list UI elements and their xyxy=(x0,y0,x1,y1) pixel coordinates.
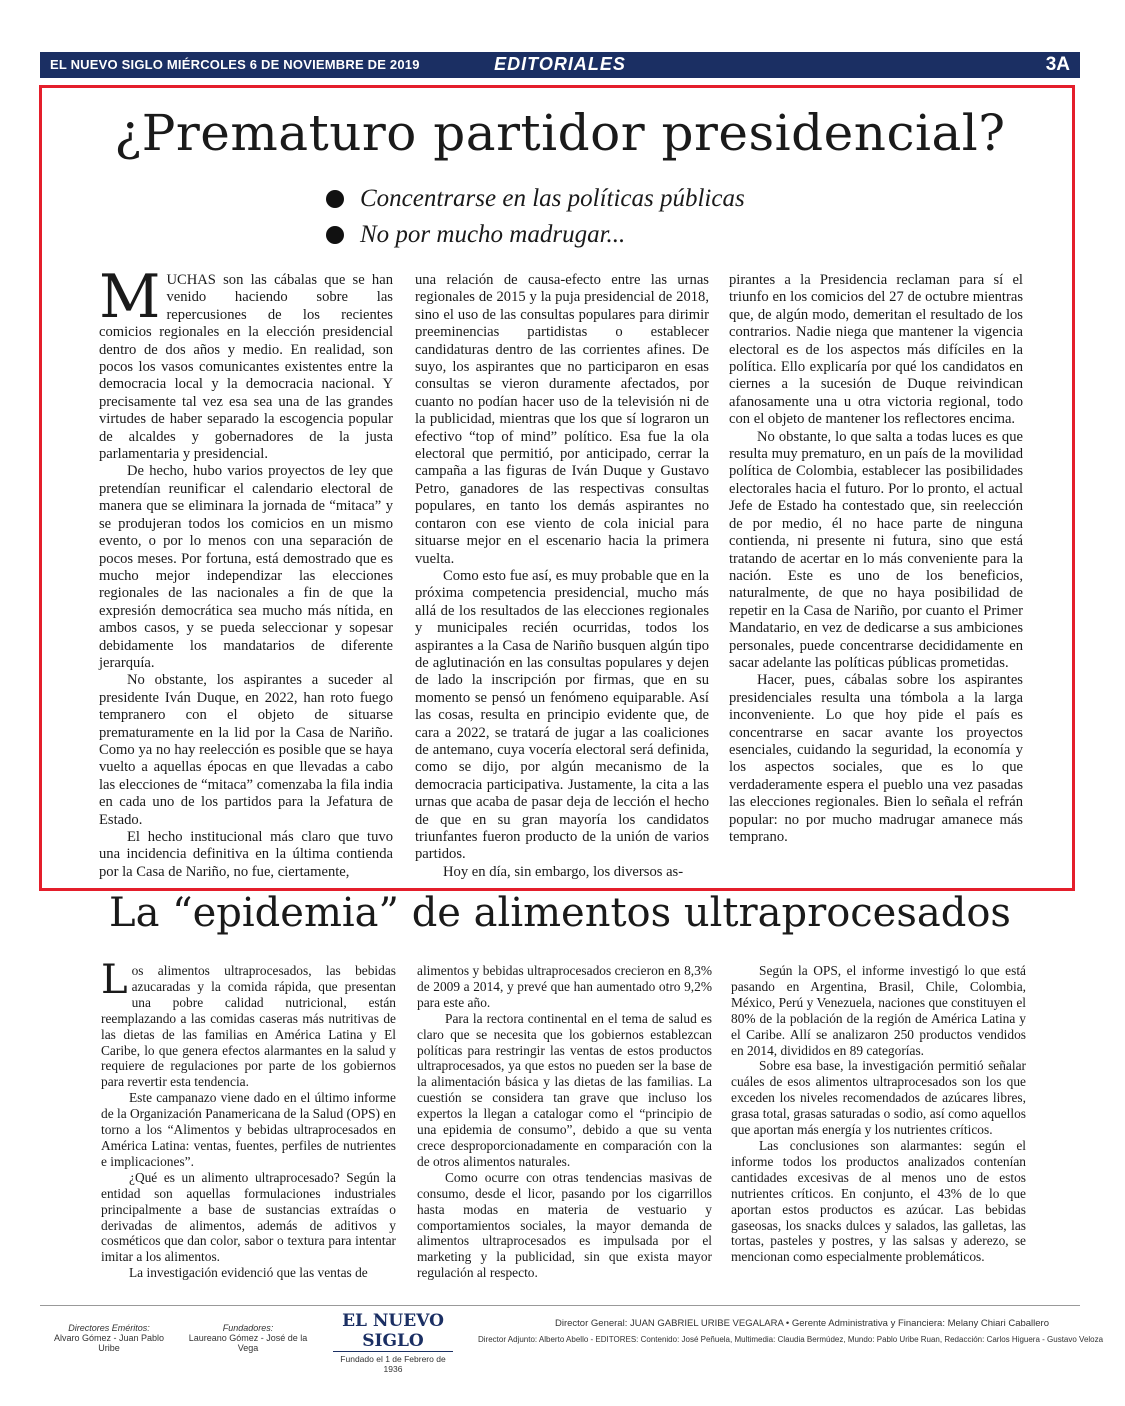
paragraph: Como ocurre con otras tendencias masivas de consumo, desde el licor, pasando por los cigarrillos hasta modas en materia de vestuario y comportamientos sociales, la mayor demanda de alimentos ultraprocesados es impulsada por el marketing y la publicidad, sin que exista mayor regulación al respecto. xyxy=(417,1169,712,1281)
section-title: EDITORIALES xyxy=(494,54,626,74)
page-number: 3A xyxy=(1045,54,1070,75)
paragraph: una relación de causa-efecto entre las urnas regionales de 2015 y la puja presidencial de 2018, sino el uso de las consultas populares para dirimir preeminencias partidistas o establecer candidaturas dentro de las corrientes afines. De suyo, los aspirantes que no participaron en esas consultas se vieron duramente afectados, por cuanto no podían hacer uso de la televisión ni de la publicidad, mientras que los que sí lograron un efectivo “top of mind” político. Esa fue la ola electoral que permitió, por anticipado, cerrar la campaña a las figuras de Iván Duque y Gustavo Petro, ganadores de las respectivas consultas populares, en tanto los demás aspirantes no contaron con ese viento de cola inicial para situarse mejor en el escenario hacia la primera vuelta. xyxy=(415,272,709,567)
paragraph: Sobre esa base, la investigación permitió señalar cuáles de esos alimentos ultraprocesados son los que exceden los niveles recomendados de azúcares libres, grasa total, grasas saturadas o sodio, así como aquellos que aportan más energía y los nutrientes críticos. xyxy=(731,1058,1026,1138)
masthead xyxy=(40,52,1080,78)
article-column-2 xyxy=(417,963,712,1281)
paragraph: No obstante, lo que salta a todas luces es que resulta muy prematuro, en un país de la movilidad política de Colombia, establecer las posibilidades electorales hacia el futuro. Por lo pronto, el actual Jefe de Estado ha contestado que, sin reelección de por medio, él no hace parte de ninguna contienda, ni presente ni futura, sino que está tratando de acertar en lo más conveniente para la nación. Este es uno de los beneficios, naturalmente, de que no haya posibilidad de repetir en la Casa de Nariño, por cuanto el Primer Mandatario, en vez de dedicarse a sus ambiciones personales, puede concentrarse decididamente en sacar adelante las políticas públicas prometidas. xyxy=(729,428,1023,671)
subhead-2: No por mucho madrugar... xyxy=(326,217,745,253)
paragraph: alimentos y bebidas ultraprocesados crecieron en 8,3% de 2009 a 2014, y prevé que han aumentado otro 9,2% para este año. xyxy=(417,963,712,1010)
paragraph: El hecho institucional más claro que tuvo una incidencia definitiva en la última contienda por la Casa de Nariño, no fue, ciertamente, xyxy=(99,829,393,880)
article-column-3 xyxy=(731,963,1026,1265)
editorial-title: ¿Prematuro partidor presidencial? xyxy=(114,104,1006,162)
paragraph: De hecho, hubo varios proyectos de ley que pretendían reunificar el calendario electoral de manera que se eliminara la jornada de “mitaca” y se produjeran todos los comicios en un mismo evento, o por lo menos con una separación de pocos meses. Por fortuna, está demostrado que es mucho mejor independizar las elecciones regionales de las nacionales a fin de que la expresión democrática sea mucho más nítida, en ambos casos, y se pueda seleccionar y sopesar debidamente los mandatarios de diferente jerarquía. xyxy=(99,463,393,671)
editorial-column-3 xyxy=(729,272,1023,846)
footer-emeritus: Directores Eméritos: Alvaro Gómez - Juan Pablo Uribe xyxy=(53,1323,165,1353)
drop-cap: L xyxy=(101,957,128,1003)
paragraph: Para la rectora continental en el tema de salud es claro que se necesita que los gobiernos establezcan políticas para restringir las ventas de estos productos ultraprocesados, ya que estos no pueden ser la base de la alimentación básica y las dietas de las familias. La cuestión se considera tan grave que incluso los expertos la llegan a catalogar como el “principio de una epidemia de consumo”, debido a que su venta crece desproporcionadamente en comparación con la de otros alimentos naturales. xyxy=(417,1010,712,1169)
paragraph: Hoy en día, sin embargo, los diversos as- xyxy=(443,863,684,880)
paragraph: UCHAS son las cábalas que se han venido haciendo sobre las repercusiones de los recientes comicios regionales en la elección presidencial dentro de dos años y medio. En realidad, son pocos los vasos comunicantes existentes entre la democracia local y la democracia nacional. Y precisamente tal vez esa sea una de las grandes virtudes de haber separado la escogencia popular de alcaldes y gobernadores de la justa parlamentaria y presidencial. xyxy=(99,272,393,463)
paragraph: La investigación evidenció que las ventas de xyxy=(129,1265,368,1281)
paragraph: Según la OPS, el informe investigó lo que está pasando en Argentina, Brasil, Chile, Colombia, México, Perú y Venezuela, naciones que constituyen el 80% de la población de la región de América Latina y el Caribe. Allí se analizaron 250 productos vendidos en 2014, divididos en 89 categorías. xyxy=(731,963,1026,1058)
editorial-column-1 xyxy=(99,262,393,881)
footer-divider xyxy=(40,1305,1080,1306)
editorial-column-2 xyxy=(415,272,709,881)
paragraph: No obstante, los aspirantes a suceder al presidente Iván Duque, en 2022, han roto fuego tempranero con el objeto de situarse prematuramente en la lid por la Casa de Nariño. Como ya no hay reelección es posible que se haya vuelto a aquellas épocas en que llevadas a cabo las elecciones de “mitaca” comenzaba la fila india en cada uno de los partidos para la Jefatura de Estado. xyxy=(99,672,393,828)
founded-date: Fundado el 1 de Febrero de 1936 xyxy=(340,1354,446,1374)
subhead-1: Concentrarse en las políticas públicas xyxy=(326,181,745,217)
newspaper-logo: EL NUEVO SIGLO xyxy=(333,1311,453,1352)
article-title: La “epidemia” de alimentos ultraprocesados xyxy=(109,890,1011,936)
footer-founders: Fundadores: Laureano Gómez - José de la Vega xyxy=(188,1323,308,1353)
bullet-icon xyxy=(326,190,344,208)
article-column-1 xyxy=(101,957,396,1281)
masthead-date: EL NUEVO SIGLO MIÉRCOLES 6 DE NOVIEMBRE DE 2019 xyxy=(50,57,420,72)
paragraph: Como esto fue así, es muy probable que en la próxima competencia presidencial, mucho más allá de los resultados de las elecciones regionales y municipales recién ocurridas, todos los aspirantes a la Casa de Nariño busquen algún tipo de aglutinación en las consultas populares y dejen de lado la inscripción por firmas, que en su momento se pensó un fenómeno equiparable. Así las cosas, resulta en principio evidente que, de cara a 2022, se tratará de jugar a las coaliciones de antemano, cuya vocería electoral será definida, como se dijo, por algún mecanismo de la democracia participativa. Justamente, la cita a las urnas que acaba de pasar deja de lección el hecho de que en su gran mayoría los candidatos triunfantes fueron producto de la unión de varios partidos. xyxy=(415,567,709,863)
paragraph: os alimentos ultraprocesados, las bebidas azucaradas y la comida rápida, que presentan una pobre calidad nutricional, están reemplazando a las comidas caseras más nutritivas de las dietas de las familias en América Latina y El Caribe, lo que genera efectos alarmantes en la salud y requiere de regulaciones por parte de los gobiernos para revertir esta tendencia. xyxy=(101,963,396,1090)
paragraph: Hacer, pues, cábalas sobre los aspirantes presidenciales resulta una tómbola a la larga inconveniente. Lo que hoy pide el país es concentrarse en sacar avante los proyectos esenciales, cuidando la seguridad, la economía y los aspectos sociales, que es lo que verdaderamente espera el pueblo una vez pasadas las elecciones regionales. Bien lo señala el refrán popular: no por mucho madrugar amanece más temprano. xyxy=(729,672,1023,845)
bullet-icon xyxy=(326,226,344,244)
editorial-subheads xyxy=(326,181,745,253)
paragraph: Las conclusiones son alarmantes: según el informe todos los productos analizados contenían cantidades excesivas de al menos uno de estos nutrientes críticos. En conjunto, el 43% de lo que aportan estos productos es azúcar. Las bebidas gaseosas, los snacks dulces y salados, las galletas, las tortas, pasteles y postres, y las salsas y aderezo, se mencionan como especialmente problemáticos. xyxy=(731,1137,1026,1265)
staff-line-2: Director Adjunto: Alberto Abello - EDITORES: Contenido: José Peñuela, Multimedia: Claudia Bermúdez, Mundo: Pablo Uribe Ruan, Redacción: Carlos Higuera - Gustavo Veloza xyxy=(478,1335,1104,1344)
staff-line-1: Director General: JUAN GABRIEL URIBE VEGALARA • Gerente Administrativa y Financiera: Melany Chiari Caballero xyxy=(555,1318,1049,1329)
paragraph: Este campanazo viene dado en el último informe de la Organización Panamericana de la Salud (OPS) en torno a los “Alimentos y bebidas ultraprocesados en América Latina: ventas, fuentes, perfiles de nutrientes e implicaciones”. xyxy=(101,1090,396,1169)
footer-brand xyxy=(333,1311,453,1374)
drop-cap: M xyxy=(99,262,161,332)
paragraph: ¿Qué es un alimento ultraprocesado? Según la entidad son aquellas formulaciones industriales principalmente a base de sustancias extraídas o derivadas de alimentos, además de aditivos y cosméticos que dan color, sabor o textura para intentar imitar a los alimentos. xyxy=(101,1169,396,1265)
paragraph: pirantes a la Presidencia reclaman para sí el triunfo en los comicios del 27 de octubre mientras que, de algún modo, demeritan el resultado de los contrarios. Nadie niega que mantener la vigencia electoral es de los aspectos más difíciles en la política. Ello explicaría por qué los candidatos en ciernes a la sucesión de Duque reivindican afanosamente una u otra victoria regional, todo con el objeto de mantener los reflectores encima. xyxy=(729,272,1023,428)
